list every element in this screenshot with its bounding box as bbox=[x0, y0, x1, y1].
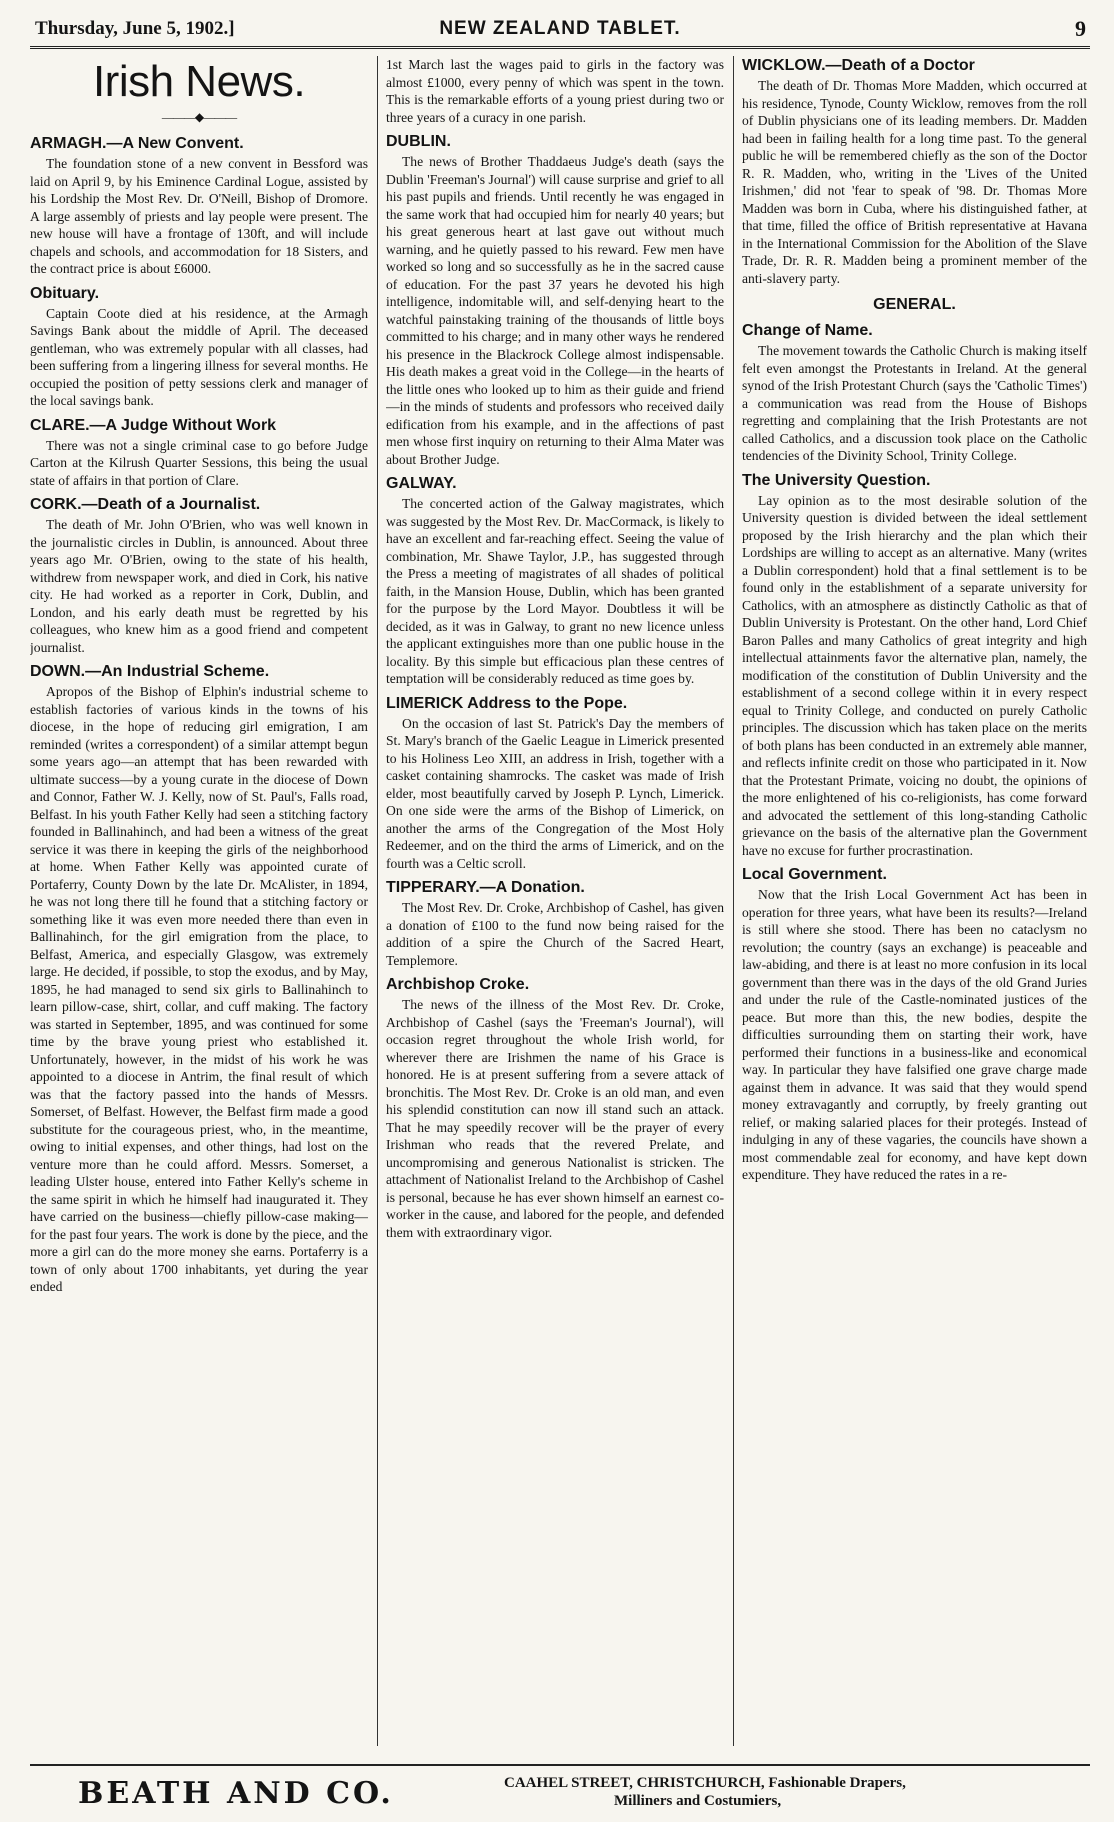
article-heading: DUBLIN. bbox=[386, 133, 451, 150]
article-body: Captain Coote died at his residence, at the Armagh Savings Bank about the middle of April. The deceased gentleman, who was extremely popular with all classes, had been suffering from a lingering illness for several months. He occupied the position of petty sessions clerk and manager of the local savings bank. bbox=[30, 305, 368, 408]
article-body: The news of the illness of the Most Rev. Dr. Croke, Archbishop of Cashel (says the 'Freeman's Journal'), will occasion regret throughout the whole Irish world, for wherever there are Irishmen the name of his Grace is honored. He is at present suffering from a severe attack of bronchitis. The Most Rev. Dr. Croke is an old man, and even his splendid constitution can now ill stand such an attack. That he may speedily recover will be the prayer of every Irishman who reads that the revered Prelate, and uncompromising and generous Nationalist is stricken. The attachment of Nationalist Ireland to the Archbishop of Cashel is personal, because he has ever shown himself an earnest co-worker in the cause, and labored for the people, and defended them with extraordinary vigor. bbox=[386, 997, 724, 1240]
article-heading: Obituary. bbox=[30, 284, 100, 302]
article-body: On the occasion of last St. Patrick's Day the members of St. Mary's branch of the Gaelic League in Limerick presented to his Holiness Leo XIII, an address in Irish, together with a casket containing shamrocks. The casket was made of Irish elder, most beautifully carved by Joseph P. Lynch, Limerick. On one side were the arms of the Bishop of Limerick, on another the arms of the Congregation of the Most Holy Redeemer, and on the third the arms of Limerick, and on the fourth was a Celtic scroll. bbox=[386, 715, 724, 871]
article-body: The foundation stone of a new convent in Bessford was laid on April 9, by his Eminence Cardinal Logue, assisted by his Lordship the Most Rev. Dr. O'Neill, Bishop of Dromore. A large assembly of priests and lay people were present. The new house will have a frontage of 130ft, and will include chapels and schools, and accommodation for 18 Sisters, and the contract price is about £6000. bbox=[30, 156, 368, 276]
article-body: The Most Rev. Dr. Croke, Archbishop of Cashel, has given a donation of £100 to the fund now being raised for the addition of a spire the Church of the Sacred Heart, Templemore. bbox=[386, 900, 724, 968]
issue-date: Thursday, June 5, 1902.] bbox=[35, 18, 235, 39]
article-body: There was not a single criminal case to go before Judge Carton at the Kilrush Quarter Sessions, this being the usual state of affairs in that portion of Clare. bbox=[30, 437, 368, 488]
column-rule bbox=[377, 56, 378, 1746]
article-body: The death of Dr. Thomas More Madden, which occurred at his residence, Tynode, County Wicklow, removes from the roll of Dublin physicians one of its leading members. Dr. Madden had been in failing health for a long time past. To the general public he will be remembered chiefly as the son of the Doctor R. R. Madden, who, writing in the 'Lives of the United Irishmen,' did not 'fear to speak of '98. Dr. Thomas More Madden was born in Cuba, where his distinguished father, at that time, filled the office of British representative at Havana in the International Commission for the Abolition of the Slave Trade, Dr. R. R. Madden being a prominent member of the anti-slavery party. bbox=[742, 78, 1087, 286]
title-ornament: ———◆——— bbox=[161, 110, 237, 124]
article-heading: The University Question. bbox=[742, 471, 931, 489]
article-heading: LIMERICK Address to the Pope. bbox=[386, 694, 628, 712]
article-heading: GALWAY. bbox=[386, 475, 457, 492]
article-heading: CLARE.—A Judge Without Work bbox=[30, 416, 277, 434]
masthead: NEW ZEALAND TABLET. bbox=[439, 18, 681, 39]
column-2 bbox=[386, 56, 724, 1756]
article-body: Lay opinion as to the most desirable solution of the University question is divided between the ideal settlement proposed by the Irish hierarchy and the plan which their Lordships are willing to accept as an alternative. Many (writes a Dublin correspondent) hold that a final settlement is to be found only in the establishment of a separate university for Catholics, with an atmosphere as distinctly Catholic as that of Dublin University is Protestant. On the other hand, Lord Chief Baron Palles and many Catholics of great integrity and high intellectual attainments favor the alternative plan, namely, the modification of the constitution of Dublin University and the establishment of a second college within it in every respect equal to Trinity College, and conducted on purely Catholic principles. The discussion which has taken place on the merits of both plans has been conducted in an extremely able manner, and reflects infinite credit on those who participated in it. Now that the Protestant Primate, voicing no doubt, the opinions of the more enlightened of his co-religionists, has come forward and advocated the settlement of this long-standing Catholic grievance on the basis of the alternative plan the Government have no excuse for further procrastination. bbox=[742, 492, 1087, 858]
address-line-1: CAAHEL STREET, CHRISTCHURCH, Fashionable Drapers, bbox=[504, 1775, 906, 1791]
page-title: Irish News. bbox=[92, 57, 306, 106]
article-body: The news of Brother Thaddaeus Judge's death (says the Dublin 'Freeman's Journal') will cause surprise and grief to all his past pupils and friends. Until recently he was engaged in the same work that had occupied him for nearly 40 years; but his great generous heart at last gave out without much warning, and he quietly passed to his reward. Few men have worked so long and so successfully as he in the sacred cause of education. For the past 37 years he devoted his high intelligence, indomitable will, and self-denying heart to the watchful painstaking training of the thousands of little boys committed to his charge; and in many other ways he rendered his presence in the Blackrock College almost indispensable. His death makes a great void in the College—in the hearts of the little ones who looked up to him as their guide and friend—in the minds of students and professors who received daily edification from his example, and in the affections of past men whose first inquiry on returning to their Alma Mater was about Brother Judge. bbox=[386, 154, 724, 467]
article-heading: TIPPERARY.—A Donation. bbox=[386, 879, 585, 896]
article-body: The concerted action of the Galway magistrates, which was suggested by the Most Rev. Dr. MacCormack, is likely to have an excellent and far-reaching effect. Seeing the value of combination, Mr. Shawe Taylor, J.P., has suggested through the Press a meeting of magistrates of all shades of political faith, in the Mansion House, Dublin, which has been granted for the purpose by the Lord Mayor. Doubtless it will be decided, as it was in Galway, to grant no new licence unless the applicant extinguishes more than one public house in the locality. By this simple but efficacious plan these centres of temptation will be considerably reduced as time goes by. bbox=[386, 496, 724, 686]
address-line-2: Milliners and Costumiers, bbox=[614, 1793, 782, 1809]
column-1 bbox=[30, 56, 368, 1756]
article-heading: ARMAGH.—A New Convent. bbox=[30, 135, 244, 152]
newspaper-page bbox=[30, 12, 1090, 1812]
article-heading: CORK.—Death of a Journalist. bbox=[30, 496, 261, 513]
advertiser-address bbox=[504, 1774, 906, 1810]
page-header bbox=[30, 12, 1090, 49]
article-heading: DOWN.—An Industrial Scheme. bbox=[30, 663, 270, 680]
column-3 bbox=[742, 56, 1087, 1756]
article-body: The movement towards the Catholic Church is making itself felt even amongst the Protestants in Ireland. At the general synod of the Irish Protestant Church (says the 'Catholic Times') a communication was read from the House of Bishops regretting and complaining that the Irish Protestants are not called Catholics, and a discussion took place on the Catholic tendencies of the Divinity School, Trinity College. bbox=[742, 343, 1087, 463]
page-number: 9 bbox=[1075, 16, 1086, 41]
article-body: The death of Mr. John O'Brien, who was well known in the journalistic circles in Dublin, is announced. About three years ago Mr. O'Brien, owing to the state of his health, withdrew from newspaper work, and died in Cork, his native city. He had worked as a reporter in Cork, Dublin, and London, and his early death must be regretted by his colleagues, who knew him as a good friend and competent journalist. bbox=[30, 517, 368, 655]
article-heading: Change of Name. bbox=[742, 322, 873, 339]
article-heading: WICKLOW.—Death of a Doctor bbox=[742, 57, 975, 74]
column-rule bbox=[733, 56, 734, 1746]
article-body: Now that the Irish Local Government Act has been in operation for three years, what have been its results?—Ireland is still where she stood. There has been no cataclysm no revolution; the country (says an exchange) is peaceable and law-abiding, and there is at least no more confusion in its local government than there was in the days of the old Grand Juries and under the rule of the Castle-nominated justices of the peace. But more than this, the new bodies, despite the difficulties surrounding them on starting their work, have performed their functions in a business-like and economical way. In particular they have falsified one grave charge made against them in advance. It was said that they would spend money extravagantly and corruptly, by freely granting out relief, or making salaried places for their protegés. Instead of indulging in any of these vagaries, the councils have shown a most commendable zeal for economy, and have kept down expenditure. They have reduced the rates in a re- bbox=[742, 887, 1087, 1182]
article-heading: Archbishop Croke. bbox=[386, 976, 530, 993]
advertiser-name: BEATH AND CO. bbox=[78, 1776, 394, 1811]
article-heading: Local Government. bbox=[742, 866, 887, 883]
article-continuation: 1st March last the wages paid to girls in the factory was almost £1000, every penny of which was spent in the town. This is the remarkable efforts of a young priest during two or three years of a curacy in one parish. bbox=[386, 57, 724, 125]
article-body: Apropos of the Bishop of Elphin's industrial scheme to establish factories of various kinds in the towns of his diocese, in the hope of reducing girl emigration, I am reminded (writes a correspondent) of a similar attempt begun some years ago—an attempt that has been rewarded with ultimate success—by a young curate in the diocese of Down and Connor, Father W. J. Kelly, now of St. Paul's, Falls road, Belfast. In his youth Father Kelly had seen a stitching factory founded in Ballinahinch, and had been a witness of the great service it was there in keeping the girls of the neighborhood at home. When Father Kelly was appointed curate of Portaferry, County Down by the late Dr. McAlister, in 1894, he was not long there till he found that a stitching factory or something like it was even more needed there than even in Ballinahinch, for the girl emigration from the place, to Belfast, America, and especially Glasgow, was extremely large. He decided, if possible, to stop the exodus, and by May, 1895, he had managed to send six girls to Ballinahinch to learn pillow-case, shirt, collar, and cuff making. The factory was started in September, 1895, and was continued for some time by the brave young priest who established it. Unfortunately, however, in the midst of his work he was appointed to a diocese in Antrim, the final result of which was that the factory passed into the hands of Messrs. Somerset, of Belfast. However, the Belfast firm made a good substitute for the courageous priest, who, in the meantime, owing to initial expenses, and other things, had lost on the venture more than he could afford. Messrs. Somerset, a leading Ulster house, entered into Father Kelly's scheme in the same spirit in which he himself had inaugurated it. They have carried on the business—chiefly pillow-case making—for the past four years. The work is done by the piece, and the more a girl can do the more money she earns. Portaferry is a town of only about 1700 inhabitants, yet during the year ended bbox=[30, 684, 368, 1294]
advertisement-footer bbox=[30, 1764, 1090, 1816]
section-heading-general: GENERAL. bbox=[873, 296, 956, 313]
